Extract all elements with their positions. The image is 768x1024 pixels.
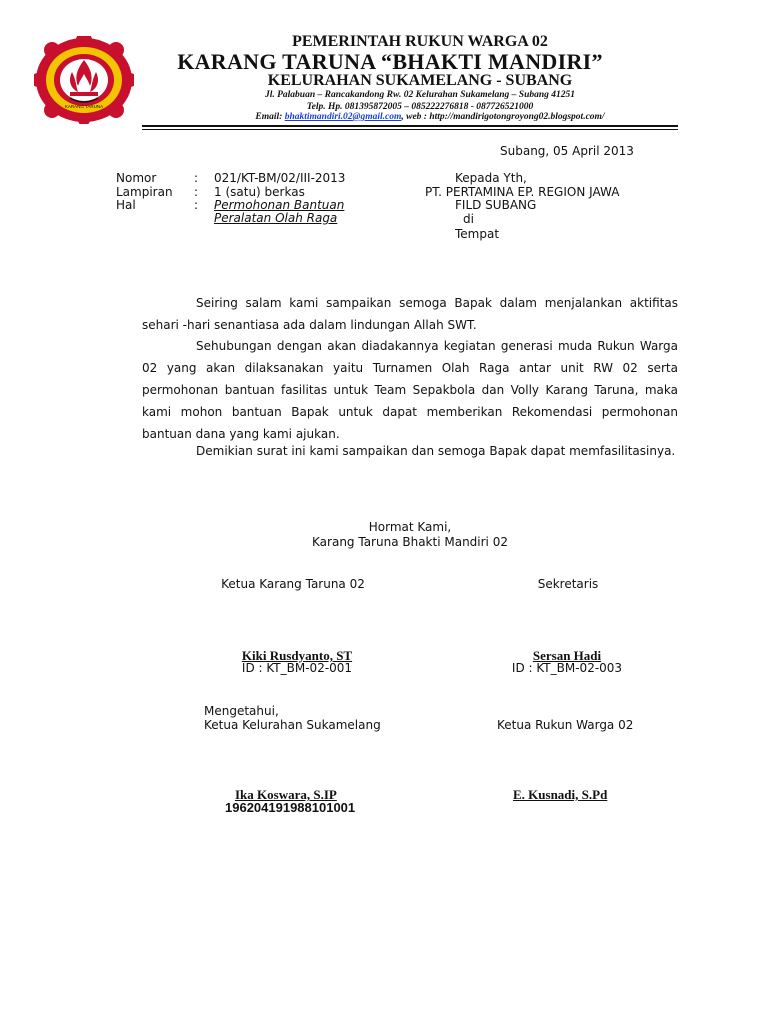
meta-value-hal: Permohonan Bantuan	[214, 198, 345, 212]
signer-left-name: Kiki Rusdyanto, ST	[241, 648, 353, 663]
meta-label-lampiran: Lampiran	[116, 185, 173, 199]
meta-label-hal: Hal	[116, 198, 136, 212]
body-paragraph-1: Seiring salam kami sampaikan semoga Bapak dalam menjalankan aktifitas sehari -hari senantiasa ada dalam lindungan Allah SWT.	[142, 296, 678, 332]
email-label: Email:	[255, 112, 285, 122]
body-paragraph-3: Demikian surat ini kami sampaikan dan semoga Bapak dapat memfasilitasinya.	[196, 444, 676, 458]
web-text: , web : http://mandirigotongroyong02.blogspot.com/	[401, 112, 605, 122]
closing-salutation: Hormat Kami,	[368, 520, 452, 534]
signer-right-title: Sekretaris	[537, 577, 599, 591]
header-rule-thick	[142, 125, 678, 127]
meta-value-lampiran: 1 (satu) berkas	[214, 185, 305, 199]
recipient-company: PT. PERTAMINA EP. REGION JAWA	[425, 185, 620, 199]
letterhead-address: Jl. Palabuan – Rancakandong Rw. 02 Kelurahan Sukamelang – Subang 41251	[264, 90, 576, 100]
meta-value-nomor: 021/KT-BM/02/III-2013	[214, 171, 346, 185]
header-rule-thin	[142, 129, 678, 130]
letterhead-contact	[150, 112, 710, 122]
signer-right-name: Sersan Hadi	[532, 648, 602, 663]
signer-left-title: Ketua Karang Taruna 02	[221, 577, 365, 591]
body-paragraph-2: Sehubungan dengan akan diadakannya kegiatan generasi muda Rukun Warga 02 yang akan dilaksanakan yaitu Turnamen Olah Raga antar unit RW 02 serta permohonan bantuan fasilitas untuk Team Sepakbola dan Volly Karang Taruna, maka kami mohon bantuan Bapak untuk dapat memberikan Rekomendasi permohonan bantuan dana yang kami ajukan.	[142, 339, 678, 441]
meta-sep: :	[194, 198, 199, 212]
ack-right-name: E. Kusnadi, S.Pd	[513, 787, 608, 802]
signer-left-id: ID : KT_BM-02-001	[241, 661, 353, 675]
ack-left-title: Ketua Kelurahan Sukamelang	[204, 718, 381, 732]
signer-right-id: ID : KT_BM-02-003	[511, 661, 623, 675]
ack-left-nip: 196204191988101001	[225, 800, 356, 815]
ack-left-name: Ika Koswara, S.IP	[235, 787, 337, 802]
letterhead-organization: KARANG TARUNA “BHAKTI MANDIRI”	[177, 49, 603, 74]
meta-sep: :	[194, 171, 199, 185]
recipient-greeting: Kepada Yth,	[455, 171, 527, 185]
svg-text:KARANG TARUNA: KARANG TARUNA	[64, 104, 104, 109]
letterhead-government: PEMERINTAH RUKUN WARGA 02	[292, 33, 548, 50]
email-link[interactable]: bhaktimandiri.02@gmail.com	[284, 112, 402, 122]
meta-label-nomor: Nomor	[116, 171, 157, 185]
recipient-di: di	[463, 212, 474, 226]
place-date: Subang, 05 April 2013	[500, 144, 634, 158]
recipient-unit: FILD SUBANG	[455, 198, 537, 212]
letterhead-district: KELURAHAN SUKAMELANG - SUBANG	[267, 72, 573, 89]
recipient-place: Tempat	[455, 227, 500, 241]
closing-organization: Karang Taruna Bhakti Mandiri 02	[312, 535, 508, 549]
ack-label: Mengetahui,	[204, 704, 279, 718]
ack-right-title: Ketua Rukun Warga 02	[497, 718, 634, 732]
letterhead-phone: Telp. Hp. 081395872005 – 085222276818 - 087726521000	[306, 102, 534, 112]
meta-sep: :	[194, 185, 199, 199]
meta-value-hal-2: Peralatan Olah Raga	[214, 211, 338, 225]
